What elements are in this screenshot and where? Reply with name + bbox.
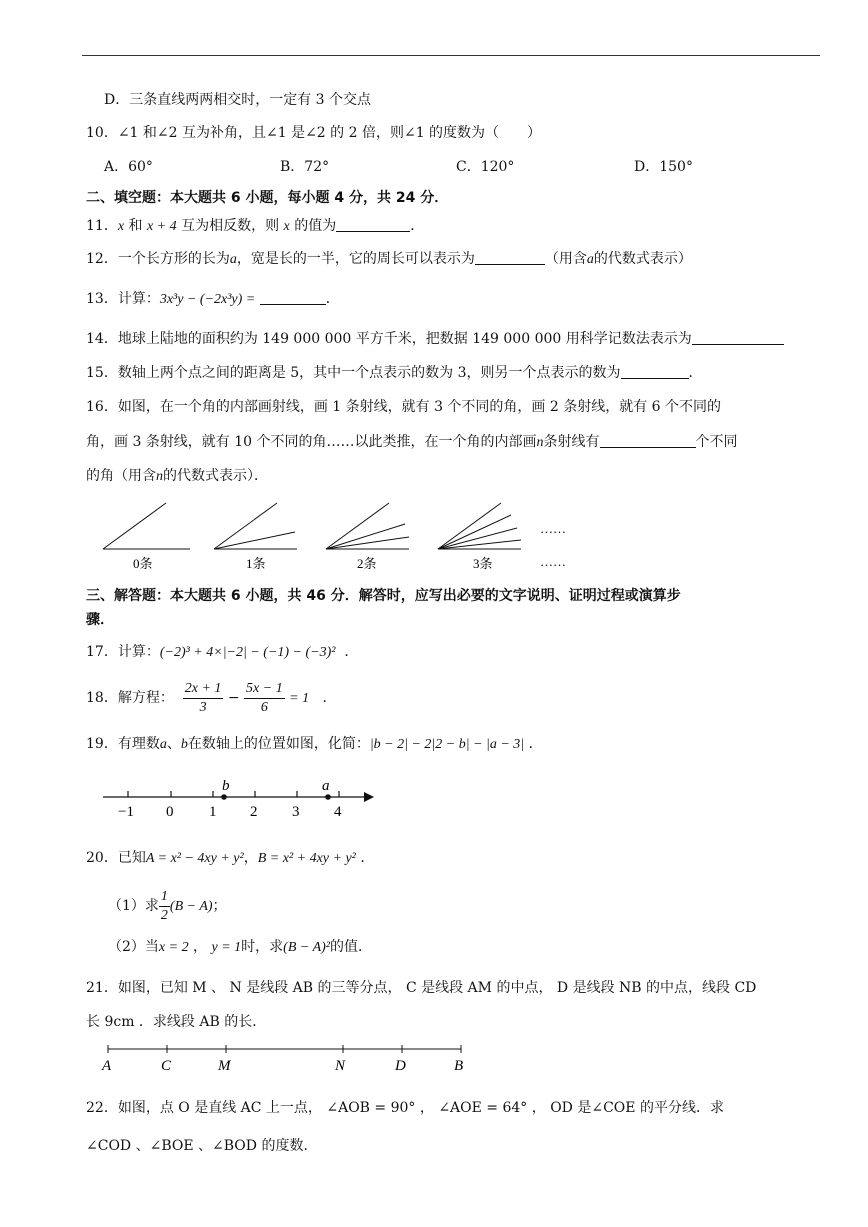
q12-text3: （用含 — [544, 251, 587, 267]
q20-half-numerator: 1 — [159, 888, 170, 907]
label-c: C — [161, 1058, 172, 1074]
q13-expression: 3x³y − (−2x³y) = — [159, 292, 256, 307]
caption-2: 2条 — [357, 556, 377, 571]
q21-line1: 21．如图，已知 M 、 N 是线段 AB 的三等分点， C 是线段 AM 的中点， D 是线段 NB 的中点，线段 CD — [86, 980, 757, 996]
continuation-dots-top: …… — [540, 521, 566, 536]
q19-a: a — [159, 737, 167, 752]
q22-line1: 22．如图，点 O 是直线 AC 上一点， ∠AOB = 90° ， ∠AOE = 64° ， OD 是∠COE 的平分线．求 — [86, 1100, 724, 1116]
axis-label-3: 3 — [292, 804, 300, 820]
q20-expression-b: B = x² + 4xy + y² — [257, 851, 356, 866]
q19-b: b — [180, 737, 188, 752]
point-a-label: a — [322, 778, 330, 794]
q18-number: 18． — [86, 690, 118, 706]
q19-end: ． — [528, 736, 543, 752]
q16-n: n — [536, 435, 544, 450]
label-b: B — [454, 1058, 464, 1074]
q13-number: 13． — [86, 291, 118, 307]
q15-text: 15．数轴上两个点之间的距离是 5，其中一个点表示的数为 3，则另一个点表示的数为 — [86, 365, 621, 381]
q20-part1-end: ； — [212, 898, 227, 914]
q14-text: 14．地球上陆地的面积约为 149 000 000 平方千米，把数据 149 000 000 用科学记数法表示为 — [86, 331, 692, 347]
q16-line3-text1: 的角（用含 — [86, 468, 156, 484]
q18-equals-one: = 1 — [289, 691, 310, 706]
q16-line3-text2: 的代数式表示）． — [163, 468, 268, 484]
axis-label-1: 1 — [209, 804, 217, 820]
q11-x: x — [117, 219, 125, 234]
q12-text4: 的代数式表示） — [593, 251, 692, 267]
label-n: N — [335, 1058, 346, 1074]
section2-title: 二、填空题：本大题共 6 小题，每小题 4 分，共 24 分． — [86, 190, 449, 206]
q18-fraction2-numerator: 5x − 1 — [244, 680, 285, 699]
q16-line1: 16．如图，在一个角的内部画射线，画 1 条射线，就有 3 个不同的角，画 2 条射线，就有 6 个不同的 — [86, 399, 722, 415]
caption-0: 0条 — [133, 556, 153, 571]
q10-option-b: B．72° — [280, 159, 330, 175]
q10-option-d: D．150° — [634, 159, 693, 175]
q20-part1-text1: （1）求 — [108, 898, 159, 914]
axis-label-4: 4 — [334, 804, 342, 820]
q12-number: 12． — [86, 251, 118, 267]
q9-option-d: D．三条直线两两相交时，一定有 3 个交点 — [104, 92, 372, 108]
q19-text1: 有理数 — [117, 736, 160, 752]
q20-expression-a: A = x² − 4xy + y² — [145, 851, 244, 866]
q11-number: 11． — [86, 218, 118, 234]
q20-comma: ， — [243, 850, 258, 866]
q12-a2: a — [586, 252, 594, 267]
q20-number: 20． — [86, 850, 118, 866]
axis-label-neg1: −1 — [118, 804, 134, 820]
q12-a: a — [229, 252, 237, 267]
q20-part2-text1: （2）当 — [108, 939, 159, 955]
q16-line2-text2: 条射线有 — [543, 434, 600, 450]
q18-fraction1-denominator: 3 — [199, 699, 207, 715]
q16-n2: n — [156, 469, 163, 484]
q17-number: 17． — [86, 644, 118, 660]
q18-text1: 解方程： — [117, 690, 174, 706]
q20-part2: （2）当x = 2 ， y = 1时，求(B − A)²的值． — [108, 939, 372, 955]
q13-text1: 计算： — [117, 291, 160, 307]
q17-text1: 计算： — [117, 644, 160, 660]
q20-part2-text2: 时，求 — [241, 939, 284, 955]
label-a: A — [102, 1058, 112, 1074]
q11-x2: x — [283, 219, 290, 234]
q18-end: ． — [322, 690, 337, 706]
q19-text2: 在数轴上的位置如图，化简： — [187, 736, 370, 752]
q20-part1-expression: (B − A) — [169, 899, 213, 914]
section3-title-line1: 三、解答题：本大题共 6 小题，共 46 分．解答时，应写出必要的文字说明、证明过程或演算步 — [86, 588, 681, 604]
q11-end: ． — [410, 218, 425, 234]
section3-title-line2: 骤． — [86, 612, 114, 628]
q20-part2-expression: (B − A)² — [283, 940, 330, 955]
q16-line2-text3: 个不同 — [695, 434, 738, 450]
point-b-label: b — [222, 778, 230, 794]
q12-text2: ，宽是长的一半，它的周长可以表示为 — [236, 251, 475, 267]
q17-end: ． — [344, 644, 359, 660]
q18-fraction1-numerator: 2x + 1 — [183, 680, 224, 699]
q10-option-c: C．120° — [456, 159, 515, 175]
q11-xplus4: x + 4 — [146, 219, 177, 234]
q10-stem: 10．∠1 和∠2 互为补角，且∠1 是∠2 的 2 倍，则∠1 的度数为（ ） — [86, 125, 542, 141]
axis-label-0: 0 — [166, 804, 174, 820]
q20-end: ． — [360, 850, 375, 866]
q12-text1: 一个长方形的长为 — [117, 251, 230, 267]
label-d: D — [395, 1058, 406, 1074]
q11-text2: 互为相反数，则 — [176, 218, 284, 234]
q20-text1: 已知 — [117, 850, 146, 866]
q19-number: 19． — [86, 736, 118, 752]
q18-fraction2-denominator: 6 — [260, 699, 268, 715]
axis-label-2: 2 — [250, 804, 258, 820]
q17-expression: (−2)³ + 4×|−2| − (−1) − (−3)² — [159, 645, 336, 660]
q20-y-value: y = 1 — [211, 940, 242, 955]
q19-expression: |b − 2| − 2|2 − b| − |a − 3| — [369, 737, 525, 752]
continuation-dots-bottom: …… — [540, 554, 566, 569]
caption-1: 1条 — [246, 556, 266, 571]
q21-line2: 长 9cm ．求线段 AB 的长． — [86, 1014, 267, 1030]
q22-line2: ∠COD 、∠BOE 、∠BOD 的度数． — [86, 1138, 318, 1154]
q20-half-denominator: 2 — [160, 907, 168, 923]
label-m: M — [218, 1058, 231, 1074]
q11-text1: 和 — [124, 218, 147, 234]
q11-text3: 的值为 — [289, 218, 337, 234]
caption-3: 3条 — [473, 556, 493, 571]
q16-line2-text1: 角，画 3 条射线，就有 10 个不同的角……以此类推，在一个角的内部画 — [86, 434, 537, 450]
q19-sep: 、 — [166, 736, 181, 752]
q15-end: ． — [688, 365, 703, 381]
q20-x-value: x = 2 — [158, 940, 189, 955]
q20-part2-end: 的值． — [330, 939, 372, 955]
q13-end: ． — [325, 291, 340, 307]
q18-minus: − — [227, 690, 240, 706]
q10-option-a: A．60° — [104, 159, 153, 175]
